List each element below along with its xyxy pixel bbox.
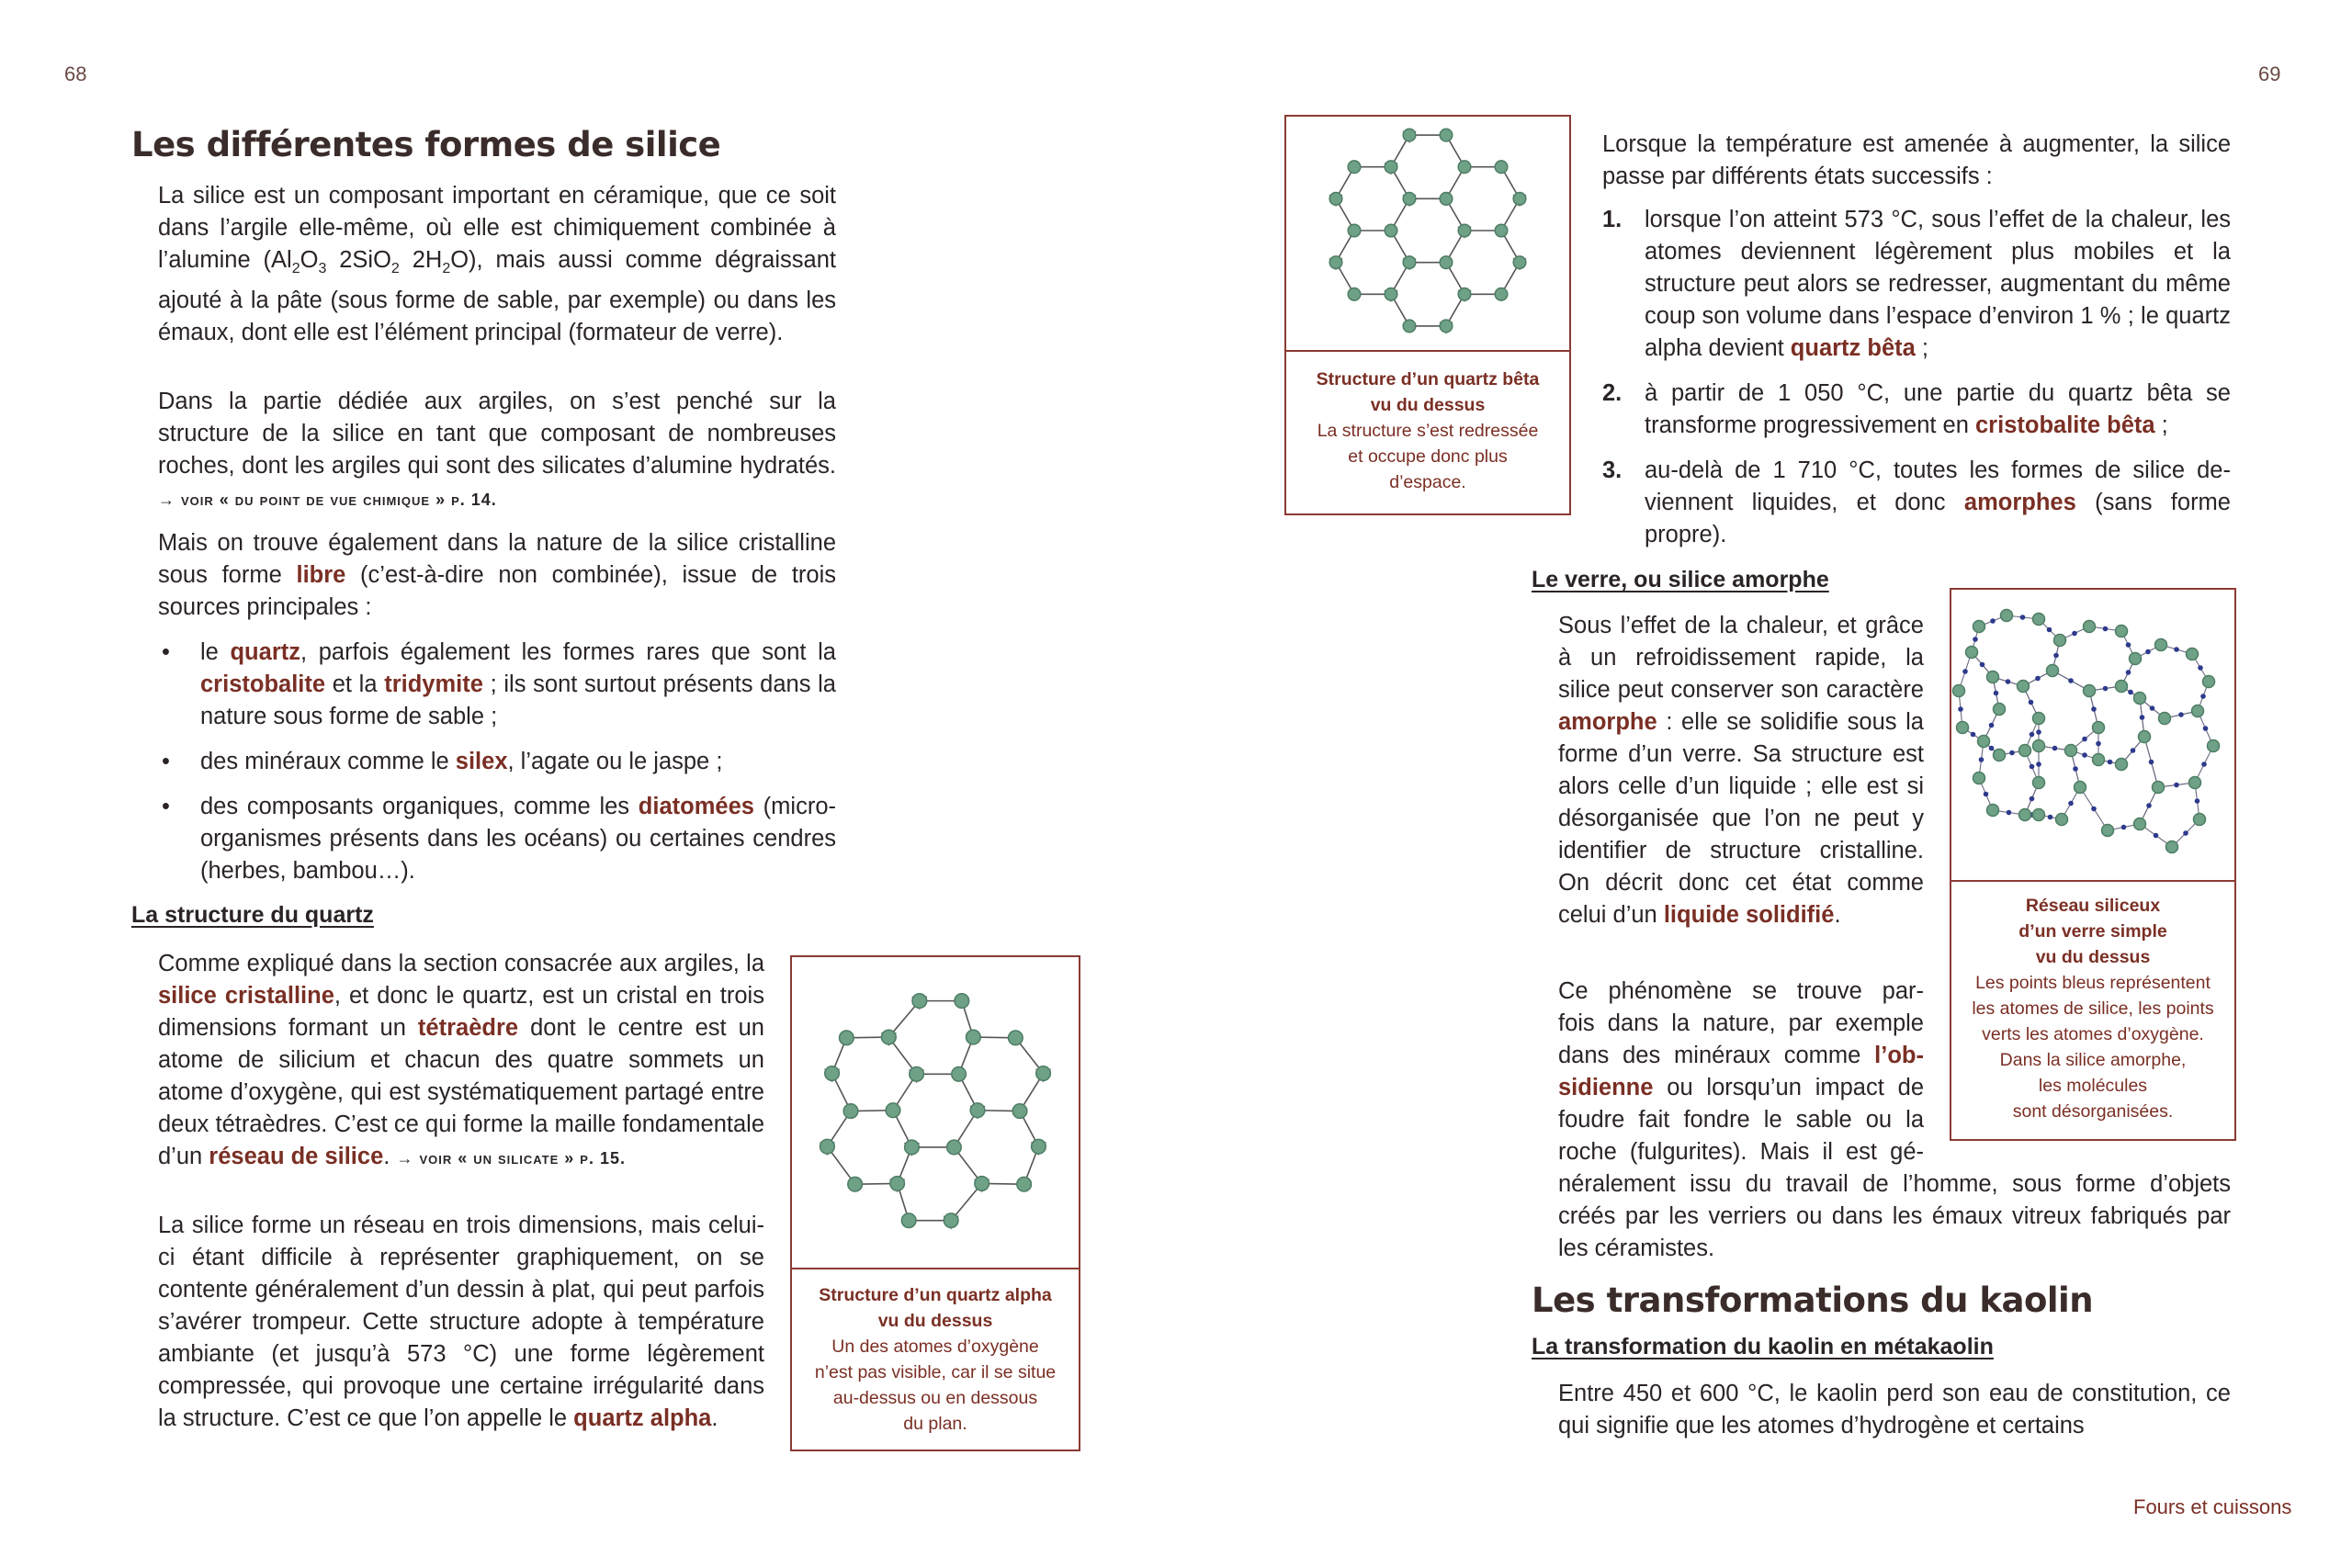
section-title-kaolin: Les transformations du kaolin [1532,1280,2094,1320]
silicon-atom [2174,783,2179,788]
oxygen-atom [2033,713,2045,725]
oxygen-atom [882,1030,897,1044]
oxygen-atom [2093,754,2105,766]
silicon-atom [2128,690,2133,695]
oxygen-atom [1385,161,1397,174]
page-number-left: 68 [64,62,87,85]
sources-list [158,637,836,900]
oxygen-atom [2018,681,2030,693]
oxygen-atom [1440,129,1453,141]
oxygen-atom [890,1177,905,1191]
oxygen-atom [1994,704,2006,716]
oxygen-atom [2189,777,2201,789]
oxygen-atom [1385,224,1397,237]
oxygen-atom [2159,713,2171,725]
silicon-atom [2154,833,2159,839]
paragraph-verre-amorphe: Sous l’effet de la chaleur, et grâce à un refroidissement rapide, la silice peut conserver son caractère amorphe : elle se solidifie sous la forme d’un verre. Sa structure est alors celle d’un liquide ; elle est si désorganisée que l’on ne peut y identifier de structure cristalline. On décrit donc cet état comme celui d’un liquide solidifié. [1558,613,1924,928]
oxygen-atom [1495,161,1508,174]
silicon-atom [1980,662,1985,668]
oxygen-atom [1987,805,1999,817]
list-item: 2. à partir de 1 050 °C, une partie du quartz bêta se transforme progressivement en cristobalite bêta ; [1602,380,2231,438]
silicon-atom [2096,741,2101,747]
oxygen-atom [955,994,969,1009]
silicon-atom [1958,706,1963,712]
oxygen-atom [2033,809,2045,821]
cross-reference-link[interactable]: → voir « du point de vue chimique » p. 14. [158,491,497,509]
oxygen-atom [2019,745,2031,757]
oxygen-atom [1495,224,1508,237]
oxygen-atom [944,1213,958,1228]
silicon-atom [2145,649,2151,655]
silicon-atom [2091,807,2097,812]
oxygen-atom [1978,736,1990,748]
silicon-atom [2108,760,2113,765]
oxygen-atom [848,1177,863,1191]
silicon-atom [2068,678,2074,683]
silicon-atom [2091,706,2097,712]
oxygen-atom [2033,740,2045,752]
paragraph-silice-intro: La silice est un composant important en céramique, que ce soit dans l’argile elle-même, où elle est chimiquement combinée à l’alumine ($Al_2O_3$ 2SiO$_2$ $2H_2O$), mais aussi comme dégraissant ajouté à la pâte (sous forme de sable, par exemple) ou dans les émaux, dont elle est l’élément principal (formateur de verre). [158,183,836,346]
oxygen-atom [967,1030,981,1044]
paragraph-verre-homme: néralement issu du travail de l’homme, sous forme d’objets créés par les verriers ou dans les émaux vitreux fabriqués par les céramistes. [1558,1171,2231,1261]
oxygen-atom [2047,665,2059,677]
oxygen-atom [1017,1177,1032,1191]
cross-reference-link[interactable]: → voir « un silicate » p. 15. [396,1149,626,1168]
oxygen-atom [2134,818,2146,830]
paragraph-phenomene: Ce phénomène se trouve par- fois dans la nature, par exemple dans des minéraux comme l’ob- sidienne ou lorsqu’un impact de foudre fait fondre le sable ou la roche (fulgurites). Mais il est gé- [1558,978,1924,1165]
oxygen-atom [1440,256,1453,269]
oxygen-atom [905,1140,920,1155]
oxygen-atom [1458,288,1471,300]
figure-quartz-alpha [790,955,1080,1451]
network-ring [1984,677,2039,755]
oxygen-atom [970,1103,985,1118]
silicon-atom [2149,760,2154,765]
silicon-atom [1989,723,1995,728]
silicon-atom [2007,810,2012,816]
silicon-atom [2020,615,2026,620]
oxygen-atom [2084,685,2096,697]
silicon-atom [2036,761,2041,767]
paragraph-silice-libre: Mais on trouve également dans la nature de la silice cristalline sous forme libre (c’est-à-dire non combinée), issue de trois sources principales : [158,530,837,620]
silicon-atom [2131,748,2136,753]
silicon-atom [2103,626,2109,632]
oxygen-atom [2130,653,2142,665]
silicon-atom [2052,746,2058,751]
figure-quartz-beta [1284,115,1571,515]
oxygen-atom [840,1031,854,1045]
subsection-structure-quartz: La structure du quartz [131,902,374,928]
oxygen-atom [1403,129,1416,141]
paragraph-temperature-intro: Lorsque la température est amenée à augmenter, la silice passe par différents états successifs : [1602,131,2231,189]
oxygen-atom [2116,759,2128,771]
list-item: • le quartz, parfois également les formes rares que sont la cristobalite et la tridymite ; ils sont surtout présents dans la nature sous forme de sable ; [158,637,836,733]
silicon-atom [1994,691,1999,696]
oxygen-atom [910,1066,924,1081]
oxygen-atom [1994,750,2006,761]
silicon-atom [2030,764,2035,770]
figure-caption: Structure d’un quartz bêta vu du dessus La structure s’est redressée et occupe donc plus d’espace. [1286,350,1569,513]
oxygen-atom [1973,621,1985,633]
silicon-atom [2082,737,2087,742]
silicon-atom [2048,815,2053,820]
subsection-metakaolin: La transformation du kaolin en métakaolin [1532,1334,1994,1359]
silicon-atom [2183,830,2188,836]
silicon-atom [2201,761,2207,767]
oxygen-atom [1966,647,1978,659]
oxygen-atom [1385,288,1397,300]
section-title-silice: Les différentes formes de silice [131,125,721,164]
oxygen-atom [975,1177,989,1191]
oxygen-atom [2134,693,2146,705]
oxygen-atom [2075,782,2086,794]
silicon-atom [2140,715,2145,720]
silicon-atom [2174,647,2179,652]
oxygen-atom [2116,626,2128,637]
figure-caption: Réseau siliceux d’un verre simple vu du dessus Les points bleus représentent les atomes de silice, les points verts les atomes d’oxygène. Dans la silice amorphe, les molécules sont désorganisées. [1951,880,2234,1139]
silicon-atom [2121,825,2127,830]
paragraph-quartz-structure: Comme expliqué dans la section consacrée aux argiles, la silice cristalline, et donc le quartz, est un cristal en trois dimensions formant un tétraèdre dont le centre est un atome de silicium et chacun des quatre sommets un atome d’oxygène, qui est systématiquement partagé entre deux tétraèdres. C’est ce qui forme la maille fondamentale d’un réseau de silice. → voir « un silicate » p. 15. [158,951,764,1169]
oxygen-atom [1953,685,1965,697]
oxygen-atom [1403,193,1416,206]
silicon-atom [2029,700,2034,705]
oxygen-atom [2116,681,2128,693]
oxygen-atom [2033,614,2045,626]
oxygen-atom [1513,256,1526,269]
list-item: • des minéraux comme le silex, l’agate ou le jaspe ; [158,746,836,778]
oxygen-atom [1329,256,1342,269]
silicon-atom [1962,669,1968,674]
subsection-verre: Le verre, ou silice amorphe [1532,567,1829,592]
oxygen-atom [2166,841,2178,853]
silicon-atom [2068,801,2074,807]
silicon-atom [1990,618,1996,624]
silicon-atom [2035,676,2041,682]
silicon-atom [2030,732,2035,738]
silicon-atom [2082,752,2087,758]
silicon-atom [1984,792,1989,797]
list-item: • des composants organiques, comme les diatomées (micro-organismes présents dans les océans) ou certaines cendres (herbes, bambou…). [158,791,836,887]
paragraph-argiles: Dans la partie dédiée aux argiles, on s’est penché sur la structure de la silice en tant que composant de nombreuses roches, dont les argiles qui sont des silicates d’alumine hydratés. → voir « du point de vue chimique » p. 14. [158,389,836,509]
oxygen-atom [1009,1031,1023,1045]
quartz-alpha-lattice [792,957,1079,1258]
silicon-atom [2009,750,2015,756]
oxygen-atom [843,1104,858,1119]
network-ring [2140,783,2199,847]
silicon-atom [1979,757,1984,762]
oxygen-atom [2203,676,2215,688]
silicon-atom [1971,732,1976,738]
silicon-atom [2047,627,2052,633]
silicon-atom [2150,705,2155,711]
oxygen-atom [1458,161,1471,174]
oxygen-atom [1036,1066,1051,1081]
silicon-atom [2126,642,2132,648]
page-number-right: 69 [2258,62,2281,85]
footer-chapter-title: Fours et cuissons [2133,1495,2292,1518]
oxygen-atom [2139,731,2151,743]
oxygen-atom [2208,740,2220,752]
silicon-atom [2053,653,2059,659]
silicon-atom [2198,665,2203,671]
oxygen-atom [825,1066,840,1081]
oxygen-atom [1329,193,1342,206]
oxygen-atom [820,1139,835,1154]
oxygen-atom [1440,193,1453,206]
oxygen-atom [901,1213,916,1228]
figure-verre-reseau [1950,588,2236,1141]
oxygen-atom [2033,777,2045,789]
quartz-beta-lattice [1286,117,1569,346]
oxygen-atom [2155,639,2167,651]
silicon-atom [2036,729,2041,735]
oxygen-atom [1973,773,1985,784]
silicon-atom [2146,803,2152,808]
glass-network-diagram [1951,590,2234,878]
oxygen-atom [952,1066,967,1081]
oxygen-atom [1440,320,1453,333]
oxygen-atom [1403,256,1416,269]
oxygen-atom [2153,782,2165,794]
silicon-atom [2030,796,2035,802]
oxygen-atom [1348,224,1361,237]
oxygen-atom [1957,722,1969,734]
oxygen-atom [1987,671,1999,683]
oxygen-atom [2102,825,2114,837]
oxygen-atom [2001,610,2013,622]
silicon-atom [2072,631,2077,637]
oxygen-atom [1458,224,1471,237]
paragraph-quartz-alpha: La silice forme un réseau en trois dimensions, mais celui-ci étant difficile à représenter graphiquement, on se contente généralement d’un dessin à plat, qui peut parfois s’avérer trompeur. Cette structure adopte à température ambiante (et jusqu’à 573 °C) une forme légèrement compressée, qui provoque une certaine irrégularité dans la structure. C’est ce que l’on appelle le quartz alpha. [158,1213,764,1431]
oxygen-atom [1032,1139,1046,1154]
oxygen-atom [2054,635,2066,647]
oxygen-atom [2019,809,2031,821]
silicon-atom [1989,746,1995,751]
silicon-atom [1973,637,1978,642]
silicon-atom [2006,679,2011,684]
oxygen-atom [2187,649,2199,660]
oxygen-atom [912,994,927,1009]
oxygen-atom [2192,705,2204,717]
oxygen-atom [1348,161,1361,174]
oxygen-atom [886,1103,900,1118]
silicon-atom [2195,798,2200,804]
oxygen-atom [2093,722,2105,734]
silicon-atom [2103,686,2109,692]
silicon-atom [2178,712,2184,717]
oxygen-atom [2056,814,2068,826]
oxygen-atom [2065,745,2077,757]
paragraph-kaolin: Entre 450 et 600 °C, le kaolin perd son eau de constitution, ce qui signifie que les atomes d’hydrogène et certains [1558,1381,2231,1438]
silicon-atom [2203,726,2209,731]
silicon-atom [2126,670,2132,675]
figure-caption: Structure d’un quartz alpha vu du dessus Un des atomes d’oxygène n’est pas visible, car il se situe au-dessus ou en dessous du plan. [792,1268,1079,1450]
list-item: 1. lorsque l’on atteint 573 °C, sous l’effet de la chaleur, les atomes deviennent légèrement plus mobiles et la structure peut alors se redresser, augmentant du même coup son volume dans l’espace d’environ 1 % ; le quartz alpha devient quartz bêta ; [1602,207,2231,361]
list-item: 3. au-delà de 1 710 °C, toutes les formes de silice deviennent liquides, et donc amorphes (sans forme propre). [1602,457,2231,547]
oxygen-atom [1012,1104,1027,1119]
temperature-steps [1602,204,2231,564]
oxygen-atom [947,1140,962,1155]
oxygen-atom [1513,193,1526,206]
oxygen-atom [1348,288,1361,300]
oxygen-atom [1403,320,1416,333]
oxygen-atom [2194,814,2206,826]
oxygen-atom [2084,621,2096,633]
silicon-atom [2073,766,2078,772]
oxygen-atom [1495,288,1508,300]
silicon-atom [2200,694,2206,699]
